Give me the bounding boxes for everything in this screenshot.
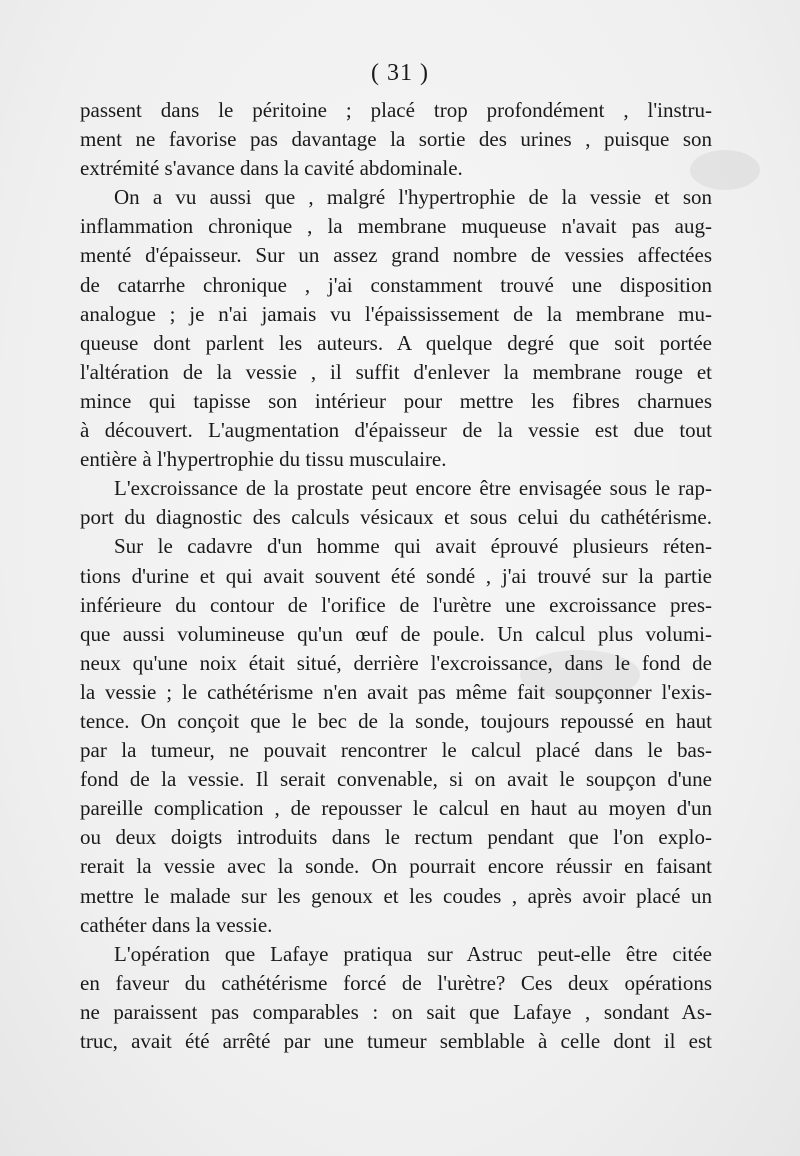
text-line: ne paraissent pas comparables : on sait que Lafaye , sondant As- <box>80 999 712 1024</box>
text-line: en faveur du cathétérisme forcé de l'urètre? Ces deux opérations <box>80 970 712 995</box>
text-line: passent dans le péritoine ; placé trop profondément , l'instru- <box>80 98 712 122</box>
text-line: que aussi volumineuse qu'un œuf de poule. Un calcul plus volumi- <box>80 621 712 646</box>
text-line: tions d'urine et qui avait souvent été sondé , j'ai trouvé sur la partie <box>80 563 712 588</box>
text-line: cathéter dans la vessie. <box>80 912 273 937</box>
text-line: Sur le cadavre d'un homme qui avait éprouvé plusieurs réten- <box>114 534 712 559</box>
text-line: menté d'épaisseur. Sur un assez grand nombre de vessies affectées <box>80 243 712 268</box>
text-line: L'opération que Lafaye pratiqua sur Astruc peut-elle être citée <box>114 941 712 966</box>
text-line: rerait la vessie avec la sonde. On pourrait encore réussir en faisant <box>80 854 712 879</box>
text-line: extrémité s'avance dans la cavité abdominale. <box>80 156 463 181</box>
text-line: inflammation chronique , la membrane muqueuse n'avait pas aug- <box>80 214 712 239</box>
page-number: ( 31 ) <box>371 60 429 86</box>
text-line: port du diagnostic des calculs vésicaux et sous celui du cathétérisme. <box>80 505 712 530</box>
text-line: truc, avait été arrêté par une tumeur semblable à celle dont il est <box>80 1029 712 1053</box>
text-line: analogue ; je n'ai jamais vu l'épaississement de la membrane mu- <box>80 301 712 326</box>
text-line: la vessie ; le cathétérisme n'en avait pas même fait soupçonner l'exis- <box>80 679 712 704</box>
text-line: ou deux doigts introduits dans le rectum pendant que l'on explo- <box>80 825 712 850</box>
text-line: par la tumeur, ne pouvait rencontrer le calcul placé dans le bas- <box>80 738 712 763</box>
text-line: de catarrhe chronique , j'ai constamment trouvé une disposition <box>80 272 712 297</box>
text-line: On a vu aussi que , malgré l'hypertrophie de la vessie et son <box>114 185 712 210</box>
text-line: mince qui tapisse son intérieur pour mettre les fibres charnues <box>80 388 712 413</box>
text-line: l'altération de la vessie , il suffit d'enlever la membrane rouge et <box>80 359 712 384</box>
text-line: fond de la vessie. Il serait convenable, si on avait le soupçon d'une <box>80 767 712 792</box>
text-line: inférieure du contour de l'orifice de l'urètre une excroissance pres- <box>80 592 712 617</box>
text-line: neux qu'une noix était situé, derrière l'excroissance, dans le fond de <box>80 650 712 675</box>
text-line: ment ne favorise pas davantage la sortie des urines , puisque son <box>80 127 712 152</box>
body-text <box>80 96 712 1056</box>
text-line: tence. On conçoit que le bec de la sonde, toujours repoussé en haut <box>80 708 712 733</box>
text-line: L'excroissance de la prostate peut encore être envisagée sous le rap- <box>114 476 712 501</box>
text-line: pareille complication , de repousser le calcul en haut au moyen d'un <box>80 796 712 821</box>
text-line: à découvert. L'augmentation d'épaisseur de la vessie est due tout <box>80 418 712 443</box>
text-line: entière à l'hypertrophie du tissu musculaire. <box>80 447 447 472</box>
text-line: mettre le malade sur les genoux et les coudes , après avoir placé un <box>80 883 712 908</box>
text-line: queuse dont parlent les auteurs. A quelque degré que soit portée <box>80 330 712 355</box>
